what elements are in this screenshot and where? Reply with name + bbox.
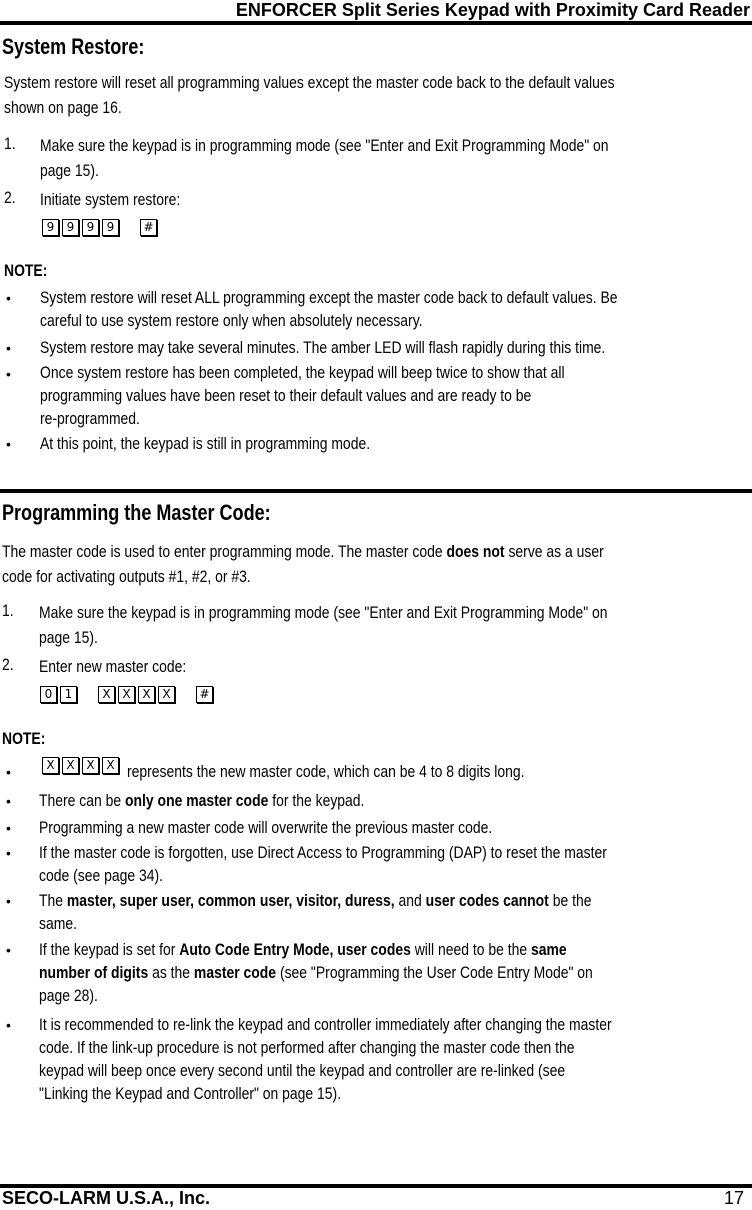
note-item: The master, super user, common user, visitor, duress, and user codes cannot be the <box>39 891 592 910</box>
master-code-intro-line1: The master code is used to enter programming mode. The master code does not serve as a user <box>2 542 604 561</box>
master-code-intro-line2: code for activating outputs #1, #2, or #3. <box>2 567 251 586</box>
key-9: 9 <box>82 219 99 236</box>
note-item: number of digits as the master code (see "Programming the User Code Entry Mode" on <box>39 963 593 982</box>
bullet-icon: • <box>6 793 11 809</box>
step-number: 2. <box>4 188 16 207</box>
note-item: same. <box>39 914 77 933</box>
section-title-system-restore: System Restore: <box>2 34 145 59</box>
footer-company: SECO-LARM U.S.A., Inc. <box>2 1188 211 1208</box>
step2-text: Enter new master code: <box>39 657 187 676</box>
footer-page-number: 17 <box>723 1188 744 1208</box>
note-item: If the master code is forgotten, use Direct Access to Programming (DAP) to reset the master <box>39 843 607 862</box>
step-number: 1. <box>4 134 16 153</box>
key-x: X <box>42 757 59 774</box>
note-label: NOTE: <box>4 261 48 280</box>
note-item: careful to use system restore only when absolutely necessary. <box>40 311 423 330</box>
key-x: X <box>118 686 135 703</box>
bullet-icon: • <box>6 290 11 306</box>
bullet-icon: • <box>6 764 11 780</box>
note-item: If the keypad is set for Auto Code Entry Mode, user codes will need to be the same <box>39 940 567 959</box>
key-9: 9 <box>102 219 119 236</box>
note-label: NOTE: <box>2 729 46 748</box>
key-1: 1 <box>60 686 77 703</box>
key-hash: # <box>196 686 213 703</box>
step1-text-line1: Make sure the keypad is in programming mode (see "Enter and Exit Programming Mode" on <box>39 603 608 622</box>
bullet-icon: • <box>6 845 11 861</box>
note-item: System restore may take several minutes. The amber LED will flash rapidly during this time. <box>40 338 606 357</box>
key-hash: # <box>140 219 157 236</box>
key-9: 9 <box>62 219 79 236</box>
key-9: 9 <box>42 219 59 236</box>
step1-text-line2: page 15). <box>40 161 99 180</box>
note-item: Once system restore has been completed, the keypad will beep twice to show that all <box>40 363 565 382</box>
key-x: X <box>62 757 79 774</box>
key-x: X <box>102 757 119 774</box>
page-header-title: ENFORCER Split Series Keypad with Proximity Card Reader <box>235 0 750 20</box>
note-item: It is recommended to re-link the keypad and controller immediately after changing the master <box>39 1015 612 1034</box>
step1-text-line2: page 15). <box>39 628 98 647</box>
bullet-icon: • <box>6 436 11 452</box>
key-x: X <box>82 757 99 774</box>
key-0: 0 <box>40 686 57 703</box>
key-x: X <box>138 686 155 703</box>
note-item: code (see page 34). <box>39 866 163 885</box>
bullet-icon: • <box>6 1017 11 1033</box>
note-item: re-programmed. <box>40 409 140 428</box>
bullet-icon: • <box>6 942 11 958</box>
note-item: keypad will beep once every second until the keypad and controller are re-linked (see <box>39 1061 566 1080</box>
master-code-key-sequence <box>40 686 216 703</box>
step-number: 1. <box>2 601 14 620</box>
bullet-icon: • <box>6 820 11 836</box>
note-item: At this point, the keypad is still in programming mode. <box>40 434 371 453</box>
note-item: represents the new master code, which can be 4 to 8 digits long. <box>127 762 525 781</box>
section-divider <box>0 489 752 493</box>
system-restore-intro-line1: System restore will reset all programming values except the master code back to the default values <box>4 73 615 92</box>
note-item: programming values have been reset to their default values and are ready to be <box>40 386 532 405</box>
note-item: page 28). <box>39 986 98 1005</box>
step-number: 2. <box>2 655 14 674</box>
section-title-master-code: Programming the Master Code: <box>2 500 271 525</box>
note-item: Programming a new master code will overwrite the previous master code. <box>39 818 493 837</box>
header-rule <box>0 21 752 25</box>
system-restore-intro-line2: shown on page 16. <box>4 98 122 117</box>
note-item: code. If the link-up procedure is not performed after changing the master code then the <box>39 1038 575 1057</box>
key-x: X <box>158 686 175 703</box>
bullet-icon: • <box>6 366 11 382</box>
bullet-icon: • <box>6 893 11 909</box>
key-x: X <box>98 686 115 703</box>
note-item: System restore will reset ALL programming except the master code back to default values. Be <box>40 288 618 307</box>
restore-key-sequence <box>42 219 160 236</box>
bullet-icon: • <box>6 340 11 356</box>
step2-text: Initiate system restore: <box>40 190 181 209</box>
note-key-sequence <box>42 757 122 774</box>
note-item: There can be only one master code for the keypad. <box>39 791 365 810</box>
step1-text-line1: Make sure the keypad is in programming mode (see "Enter and Exit Programming Mode" on <box>40 136 609 155</box>
note-item: "Linking the Keypad and Controller" on page 15). <box>39 1084 342 1103</box>
